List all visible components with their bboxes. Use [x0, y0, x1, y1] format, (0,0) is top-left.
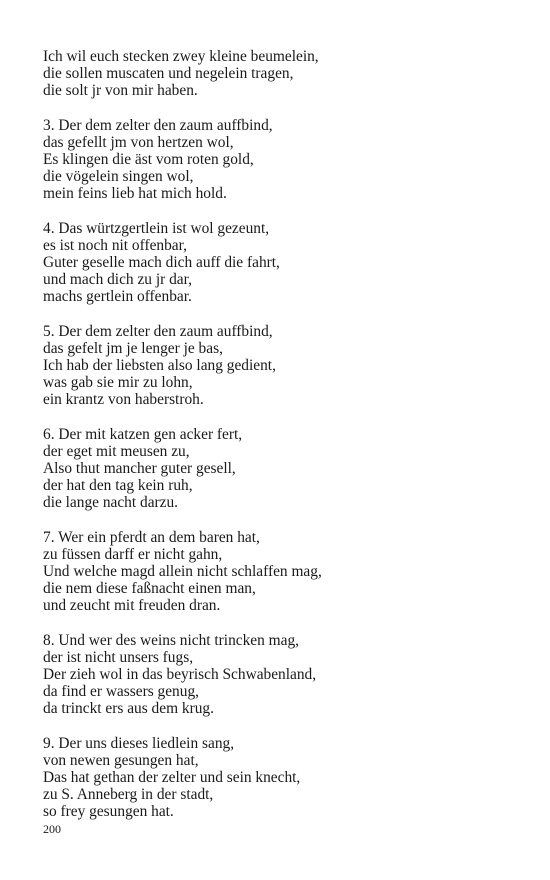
verse-line: die solt jr von mir haben.: [43, 82, 198, 99]
verse-line: Guter geselle mach dich auff die fahrt,: [43, 254, 280, 271]
verse-line: Also thut mancher guter gesell,: [43, 460, 236, 477]
verse-line: Ich wil euch stecken zwey kleine beumelein,: [43, 48, 319, 65]
verse-line: 7. Wer ein pferdt an dem baren hat,: [43, 529, 260, 546]
verse-line: die lange nacht darzu.: [43, 494, 179, 511]
verse-line: die nem diese faßnacht einen man,: [43, 580, 256, 597]
verse-line: zu S. Anneberg in der stadt,: [43, 786, 214, 803]
verse-line: die vögelein singen wol,: [43, 168, 194, 185]
verse-line: die sollen muscaten und negelein tragen,: [43, 65, 294, 82]
page-body: [43, 48, 513, 838]
verse-line: das gefellt jm von hertzen wol,: [43, 134, 234, 151]
verse-line: 6. Der mit katzen gen acker fert,: [43, 426, 243, 443]
verse-line: der ist nicht unsers fugs,: [43, 649, 194, 666]
verse-line: 5. Der dem zelter den zaum auffbind,: [43, 323, 273, 340]
stanza-4: [43, 220, 513, 305]
verse-line: da trinckt ers aus dem krug.: [43, 700, 214, 717]
verse-line: der hat den tag kein ruh,: [43, 477, 193, 494]
verse-line: und mach dich zu jr dar,: [43, 271, 192, 288]
stanza-7: [43, 529, 513, 614]
verse-line: Das hat gethan der zelter und sein knecht,: [43, 769, 301, 786]
stanza-8: [43, 632, 513, 717]
verse-line: das gefelt jm je lenger je bas,: [43, 340, 223, 357]
verse-line: 3. Der dem zelter den zaum auffbind,: [43, 117, 273, 134]
verse-line: mein feins lieb hat mich hold.: [43, 185, 227, 202]
verse-line: da find er wassers genug,: [43, 683, 199, 700]
verse-line: Und welche magd allein nicht schlaffen mag,: [43, 563, 322, 580]
verse-line: von newen gesungen hat,: [43, 752, 199, 769]
verse-line: ein krantz von haberstroh.: [43, 391, 204, 408]
verse-line: 8. Und wer des weins nicht trincken mag,: [43, 632, 300, 649]
verse-line: was gab sie mir zu lohn,: [43, 374, 193, 391]
verse-line: Ich hab der liebsten also lang gedient,: [43, 357, 276, 374]
stanza-9: [43, 735, 513, 820]
stanza-3: [43, 117, 513, 202]
verse-line: Es klingen die äst vom roten gold,: [43, 151, 254, 168]
verse-line: der eget mit meusen zu,: [43, 443, 190, 460]
verse-line: 4. Das würtzgertlein ist wol gezeunt,: [43, 220, 270, 237]
verse-line: machs gertlein offenbar.: [43, 288, 192, 305]
verse-line: so frey gesungen hat.: [43, 803, 174, 820]
stanza-5: [43, 323, 513, 408]
stanza-6: [43, 426, 513, 511]
verse-line: zu füssen darff er nicht gahn,: [43, 546, 223, 563]
verse-line: Der zieh wol in das beyrisch Schwabenland,: [43, 666, 317, 683]
stanza-continued: [43, 48, 513, 99]
verse-line: und zeucht mit freuden dran.: [43, 597, 221, 614]
page-number: 200: [43, 822, 61, 836]
verse-line: 9. Der uns dieses liedlein sang,: [43, 735, 235, 752]
verse-line: es ist noch nit offenbar,: [43, 237, 187, 254]
